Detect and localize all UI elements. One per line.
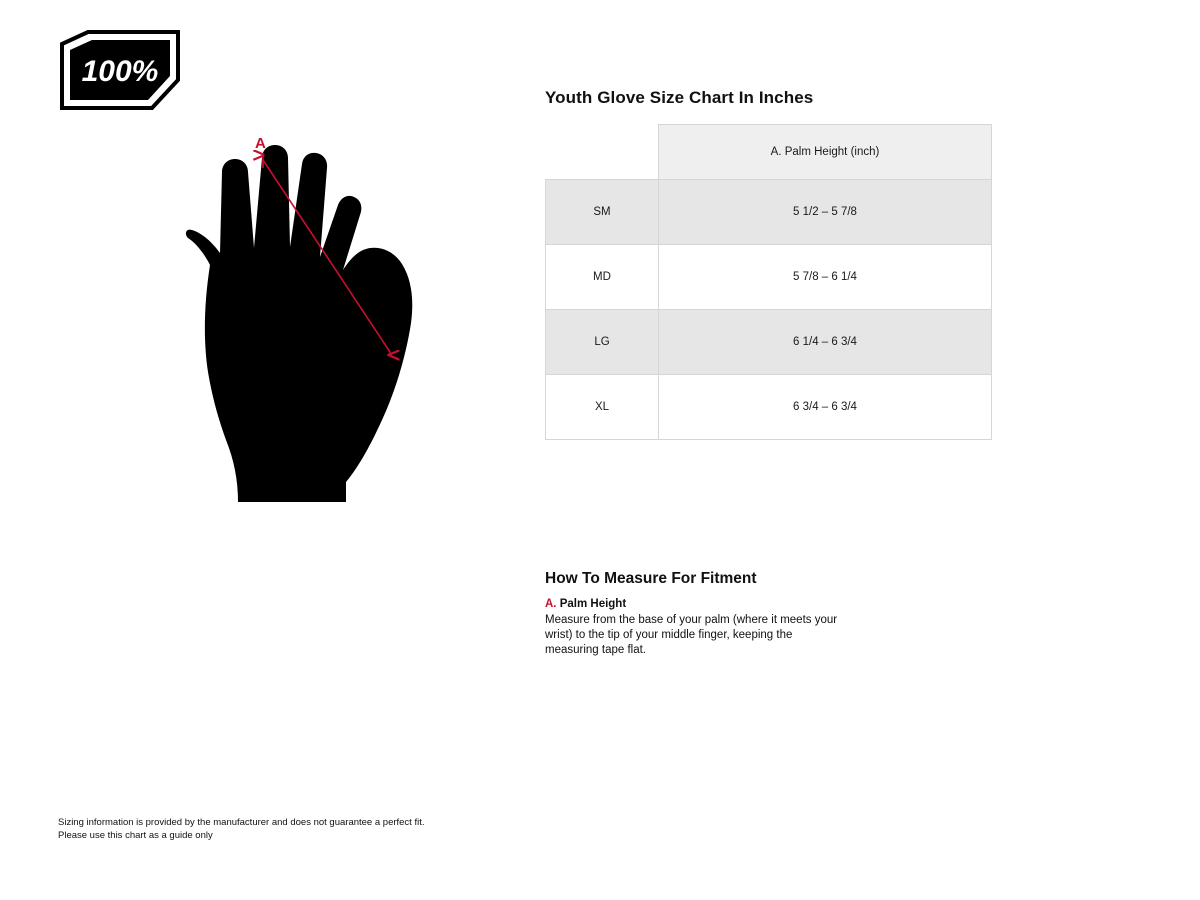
palm-height-value: 6 3/4 – 6 3/4 (659, 375, 992, 440)
brand-logo (58, 30, 182, 110)
disclaimer-line-1: Sizing information is provided by the manufacturer and does not guarantee a perfect fit. (58, 817, 425, 828)
item-title-text: Palm Height (559, 598, 627, 610)
table-header-corner (546, 125, 659, 180)
page-title: Youth Glove Size Chart In Inches (545, 88, 814, 107)
table-row (546, 180, 992, 245)
table-row (546, 245, 992, 310)
size-label: XL (546, 375, 659, 440)
table-row (546, 375, 992, 440)
100-percent-logo-icon (58, 30, 182, 110)
size-label: SM (546, 180, 659, 245)
measure-label-a: A (255, 135, 267, 152)
disclaimer-line-2: Please use this chart as a guide only (58, 829, 213, 841)
how-to-measure-item-body: Measure from the base of your palm (where it meets your wrist) to the tip of your middle finger, keeping the measuring tape flat. (545, 614, 838, 657)
palm-height-value: 5 7/8 – 6 1/4 (659, 245, 992, 310)
table-row (546, 310, 992, 375)
hand-outline-icon (150, 120, 550, 520)
table-header-row (546, 125, 992, 180)
how-to-measure-section (545, 570, 865, 659)
palm-height-value: 5 1/2 – 5 7/8 (659, 180, 992, 245)
hand-diagram (150, 120, 550, 520)
size-chart-section (545, 88, 995, 440)
size-label: MD (546, 245, 659, 310)
size-label: LG (546, 310, 659, 375)
how-to-measure-heading: How To Measure For Fitment (545, 570, 757, 587)
how-to-measure-item-title (545, 598, 865, 610)
table-header-palm-height: A. Palm Height (inch) (659, 125, 992, 180)
size-chart-table (545, 124, 992, 440)
disclaimer (58, 817, 425, 843)
svg-text:100%: 100% (81, 55, 159, 88)
palm-height-value: 6 1/4 – 6 3/4 (659, 310, 992, 375)
item-mark: A. (545, 598, 557, 610)
